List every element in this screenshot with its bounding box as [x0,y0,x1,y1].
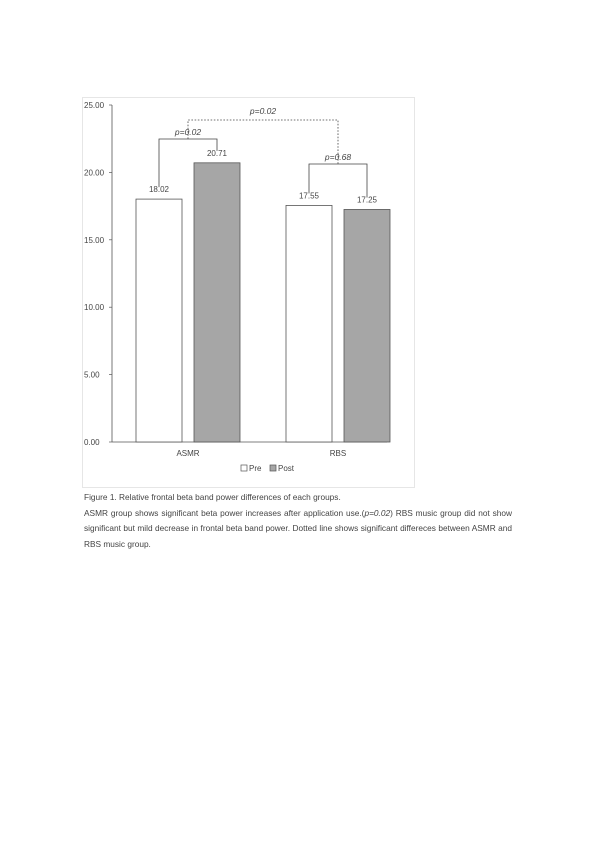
p-value-label: p=0.02 [174,127,202,137]
value-label: 17.25 [356,195,378,205]
y-tick-label: 10.00 [84,303,105,313]
caption-text-1: ASMR group shows significant beta power increases after application use.( [84,507,365,518]
legend-label-post: Post [278,464,295,473]
value-label: 17.55 [298,191,320,201]
figure-caption [84,490,512,552]
caption-body [84,506,512,553]
y-tick-label: 15.00 [84,235,105,245]
significance-brackets [159,106,367,197]
caption-p-value: p=0.02 [364,507,391,518]
y-tick-label: 0.00 [84,438,100,447]
caption-title: Figure 1. Relative frontal beta band power differences of each groups. [84,492,341,502]
legend-label-pre: Pre [249,464,262,473]
bars [136,163,390,442]
bar-pre-asmr [136,199,182,442]
category-labels [176,449,346,458]
bar-pre-rbs [286,205,332,442]
bar-post-rbs [344,209,390,442]
chart-container [82,97,415,488]
y-tick-label: 5.00 [84,370,100,380]
legend-swatch-pre [241,465,247,471]
value-label: 18.02 [148,185,170,195]
value-label: 20.71 [206,148,228,158]
y-tick-label: 25.00 [84,101,105,110]
caption-text-2: ) RBS music group did not show significant but mild decrease in frontal beta band power. Dotted line shows significant differeces between ASMR and RBS music group. [84,507,512,549]
legend-swatch-post [270,465,276,471]
category-label-rbs: RBS [329,449,347,458]
p-value-label: p=0.68 [324,152,352,162]
y-tick-label: 20.00 [84,168,105,178]
category-label-asmr: ASMR [176,449,200,458]
p-value-label: p=0.02 [249,106,277,116]
y-axis-ticks [84,101,112,447]
chart-legend [241,464,295,473]
bar-post-asmr [194,163,240,442]
bar-chart [83,98,414,487]
